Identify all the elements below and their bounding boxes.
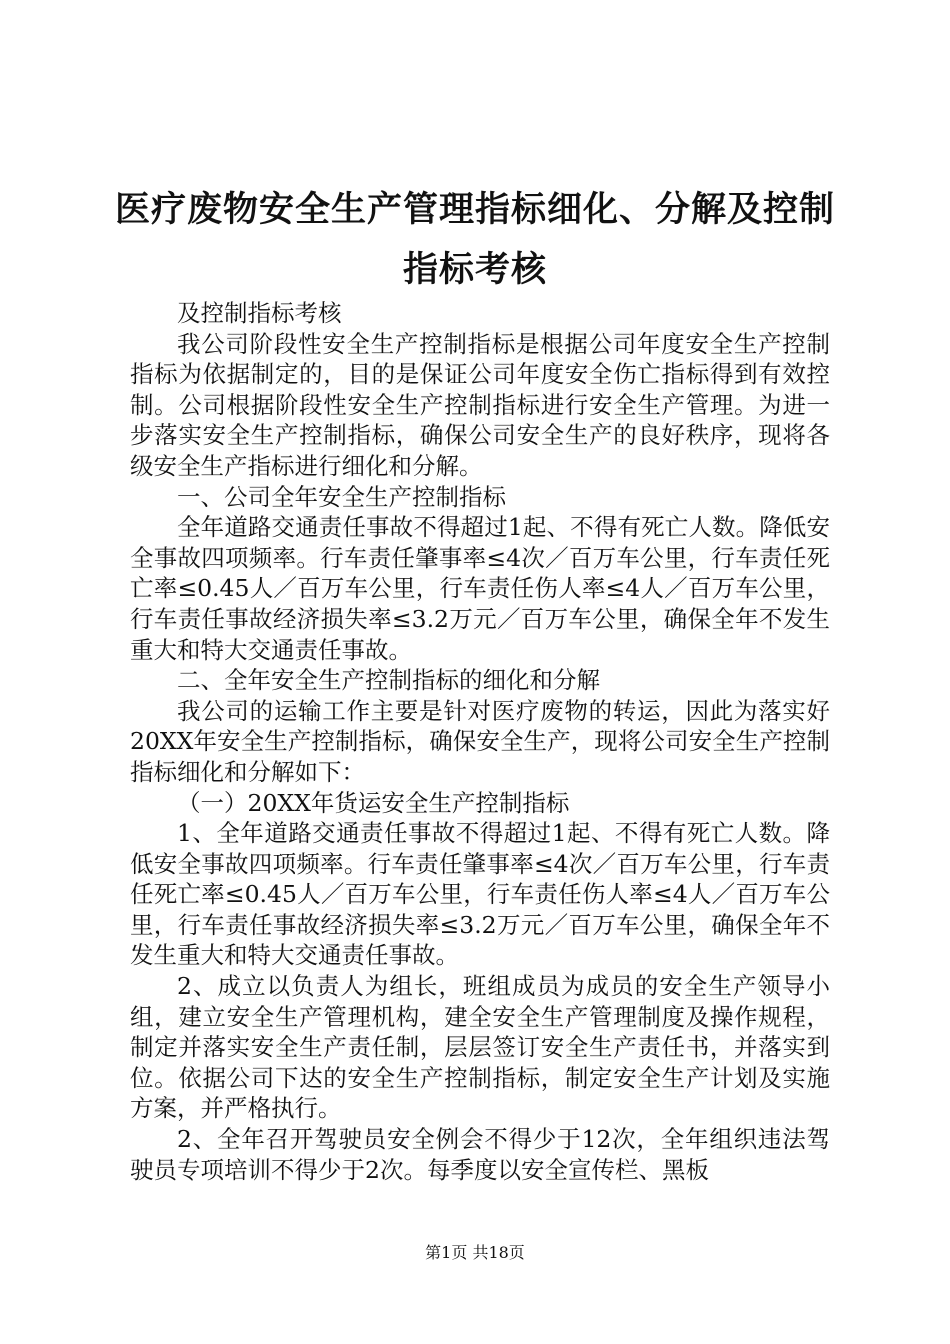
paragraph-subtitle: 及控制指标考核: [177, 299, 342, 327]
paragraph-item-3: 2、全年召开驾驶员安全例会不得少于12次，全年组织违法驾驶员专项培训不得少于2次。每季度以安全宣传栏、黑板: [130, 1125, 830, 1184]
document-body: [130, 298, 830, 1185]
document-title-line-1: 医疗废物安全生产管理指标细化、分解及控制: [114, 189, 835, 230]
heading-subsection-1: （一）20XX年货运安全生产控制指标: [177, 788, 570, 817]
paragraph-intro: 我公司阶段性安全生产控制指标是根据公司年度安全生产控制指标为依据制定的，目的是保证公司年度安全伤亡指标得到有效控制。公司根据阶段性安全生产控制指标进行安全生产管理。为进一步落实安全生产控制指标，确保公司安全生产的良好秩序，现将各级安全生产指标进行细化和分解。: [130, 329, 830, 480]
paragraph-item-1: 1、全年道路交通责任事故不得超过1起、不得有死亡人数。降低安全事故四项频率。行车责任肇事率≤4次／百万车公里，行车责任死亡率≤0.45人／百万车公里，行车责任伤人率≤4人／百万车公里，行车责任事故经济损失率≤3.2万元／百万车公里，确保全年不发生重大和特大交通责任事故。: [130, 819, 830, 970]
paragraph-section-1: 全年道路交通责任事故不得超过1起、不得有死亡人数。降低安全事故四项频率。行车责任肇事率≤4次／百万车公里，行车责任死亡率≤0.45人／百万车公里，行车责任伤人率≤4人／百万车公里，行车责任事故经济损失率≤3.2万元／百万车公里，确保全年不发生重大和特大交通责任事故。: [130, 513, 830, 664]
paragraph-item-2: 2、成立以负责人为组长，班组成员为成员的安全生产领导小组，建立安全生产管理机构，建全安全生产管理制度及操作规程，制定并落实安全生产责任制，层层签订安全生产责任书，并落实到位。依据公司下达的安全生产控制指标，制定安全生产计划及实施方案，并严格执行。: [130, 972, 830, 1123]
document-title-line-2: 指标考核: [402, 249, 547, 290]
page-footer: 第1页 共18页: [425, 1243, 525, 1262]
paragraph-section-2: 我公司的运输工作主要是针对医疗废物的转运，因此为落实好20XX年安全生产控制指标，确保安全生产，现将公司安全生产控制指标细化和分解如下：: [130, 696, 830, 786]
heading-section-2: 二、全年安全生产控制指标的细化和分解: [177, 666, 600, 695]
heading-section-1: 一、公司全年安全生产控制指标: [177, 482, 506, 511]
